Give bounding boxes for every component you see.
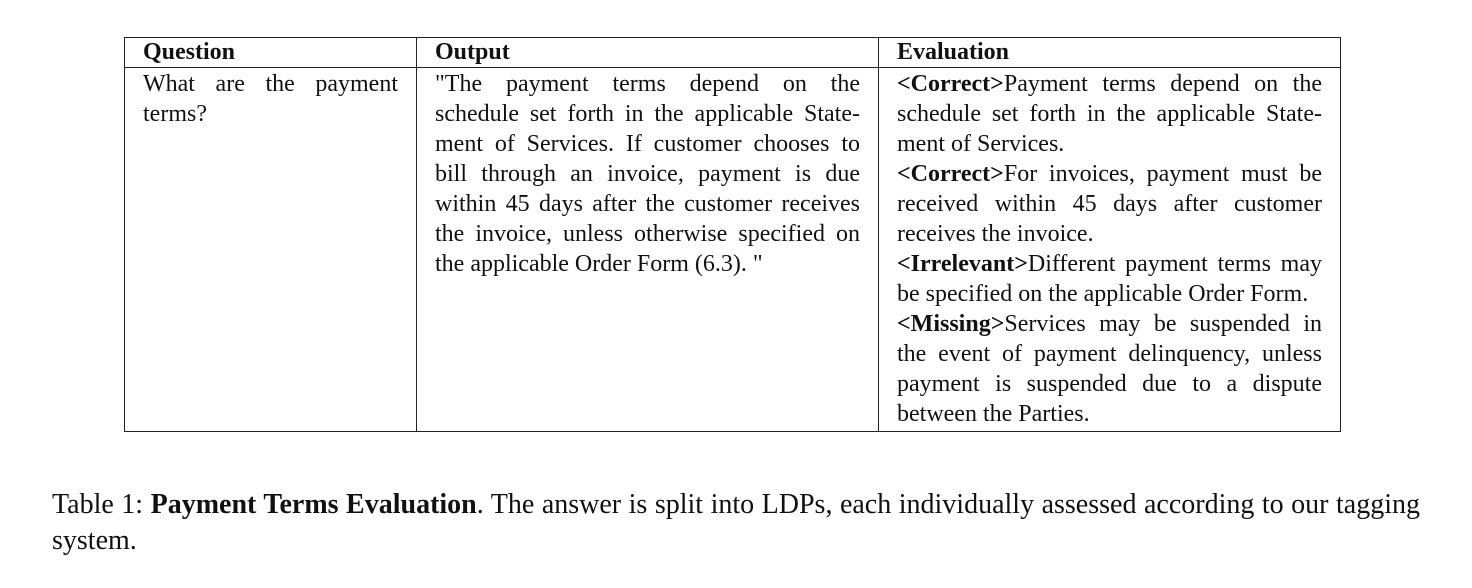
evaluation-item	[897, 159, 1322, 249]
output-cell: "The payment terms depend on the schedule set forth in the applicable Statement of Services. If customer chooses to bill through an invoice, payment is due within 45 days after the customer receives the invoice, unless otherwise specified on the applicable Order Form (6.3). "	[417, 68, 879, 432]
evaluation-tag-missing: <Missing>	[897, 311, 1005, 337]
header-evaluation: Evaluation	[879, 38, 1341, 68]
caption-title: Payment Terms Evaluation	[150, 489, 477, 520]
header-output: Output	[417, 38, 879, 68]
results-table-container	[124, 37, 1340, 432]
caption-label: Table 1:	[52, 489, 151, 520]
evaluation-item	[897, 309, 1322, 429]
evaluation-text: Payment terms depend on the schedule set forth in the applicable Statement of Services.	[897, 71, 1322, 157]
evaluation-tag-irrelevant: <Irrelevant>	[897, 251, 1028, 277]
evaluation-text: For invoices, payment must be received within 45 days after customer receives the invoice.	[897, 161, 1322, 247]
evaluation-item	[897, 69, 1322, 159]
results-table	[124, 37, 1341, 432]
caption-body: . The answer is split into LDPs, each individually assessed according to our tagging system.	[52, 489, 1420, 556]
evaluation-text: Services may be suspended in the event of payment delinquency, unless payment is suspended due to a dispute between the Parties.	[897, 311, 1322, 427]
table-header-row	[125, 38, 1341, 68]
evaluation-tag-correct: <Correct>	[897, 71, 1004, 97]
question-cell: What are the payment terms?	[125, 68, 417, 432]
evaluation-item	[897, 249, 1322, 309]
table-caption	[52, 487, 1420, 559]
table-row	[125, 68, 1341, 432]
evaluation-cell	[879, 68, 1341, 432]
header-question: Question	[125, 38, 417, 68]
evaluation-tag-correct: <Correct>	[897, 161, 1004, 187]
evaluation-text: Different payment terms may be specified on the applicable Order Form.	[897, 251, 1322, 307]
